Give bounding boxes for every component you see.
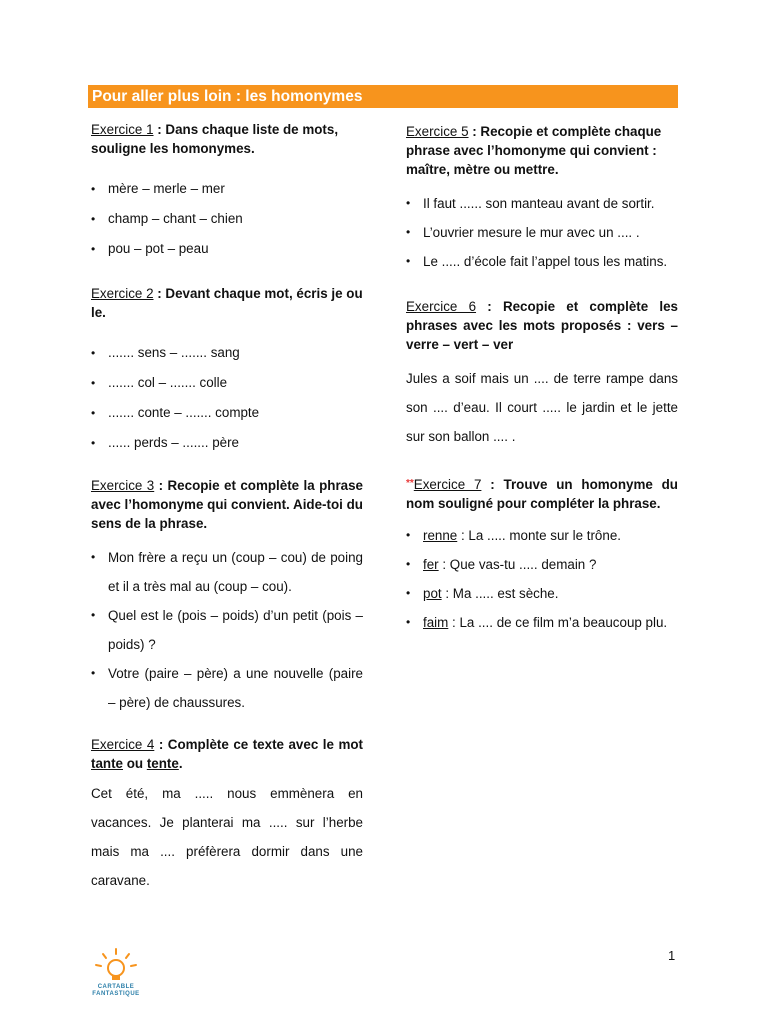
exercise-2-heading: Exercice 2 : Devant chaque mot, écris je ou le. xyxy=(91,286,363,320)
bullet-icon: • xyxy=(91,376,96,390)
bullet-icon: • xyxy=(406,615,411,629)
list-item: • Quel est le (pois – poids) d’un petit (pois – poids) ? xyxy=(91,601,363,659)
exercise-4-heading: Exercice 4 : Complète ce texte avec le mot tante ou tente. xyxy=(91,737,364,771)
list-item: • ....... conte – ....... compte xyxy=(91,398,363,428)
underlined-noun: pot xyxy=(423,586,442,601)
exercise-2-label: Exercice 2 xyxy=(91,286,154,301)
bullet-icon: • xyxy=(91,242,96,256)
exercise-1-instruction: Dans chaque liste de mots, souligne les homonymes. xyxy=(91,122,339,156)
list-item: • Il faut ...... son manteau avant de sortir. xyxy=(406,189,678,218)
exercise-2-instruction: Devant chaque mot, écris je ou le. xyxy=(91,286,363,320)
list-item: • fer : Que vas-tu ..... demain ? xyxy=(406,550,678,579)
bullet-icon: • xyxy=(406,586,411,600)
exercise-7-label: Exercice 7 xyxy=(413,477,482,492)
list-item: • ...... perds – ....... père xyxy=(91,428,363,458)
exercise-1-label: Exercice 1 xyxy=(91,122,154,137)
list-item: • L’ouvrier mesure le mur avec un .... . xyxy=(406,218,678,247)
exercise-1-list xyxy=(91,174,363,264)
bullet-icon: • xyxy=(406,557,411,571)
bullet-icon: • xyxy=(91,406,96,420)
banner-title: Pour aller plus loin : les homonymes xyxy=(92,88,363,105)
list-item: • champ – chant – chien xyxy=(91,204,363,234)
bullet-icon: • xyxy=(91,182,96,196)
list-item: • pot : Ma ..... est sèche. xyxy=(406,579,678,608)
bullet-icon: • xyxy=(91,550,96,564)
exercise-4-label: Exercice 4 xyxy=(91,737,155,752)
underlined-noun: renne xyxy=(423,528,458,543)
logo-wordmark: CARTABLE FANTASTIQUE xyxy=(92,984,140,997)
exercise-1-heading: Exercice 1 : Dans chaque liste de mots, souligne les homonymes. xyxy=(91,122,339,156)
exercise-5-heading: Exercice 5 : Recopie et complète chaque phrase avec l’homonyme qui convient : maître, mètre ou mettre. xyxy=(406,124,662,177)
exercise-3-label: Exercice 3 xyxy=(91,478,155,493)
list-item: • pou – pot – peau xyxy=(91,234,363,264)
list-item: • faim : La .... de ce film m’a beaucoup plu. xyxy=(406,608,678,637)
list-item: • ....... col – ....... colle xyxy=(91,368,363,398)
exercise-6-label: Exercice 6 xyxy=(406,299,477,314)
exercise-2-list xyxy=(91,338,363,458)
exercise-3-heading: Exercice 3 : Recopie et complète la phrase avec l’homonyme qui convient. Aide-toi du sens de la phrase. xyxy=(91,478,364,531)
underlined-noun: faim xyxy=(423,615,449,630)
page-number: 1 xyxy=(668,948,676,963)
exercise-7-heading: **Exercice 7 : Trouve un homonyme du nom souligné pour compléter la phrase. xyxy=(406,477,678,511)
bullet-icon: • xyxy=(91,666,96,680)
exercise-6-instruction: Recopie et complète les phrases avec les mots proposés : vers – verre – vert – ver xyxy=(406,299,679,352)
exercise-7-instruction: Trouve un homonyme du nom souligné pour compléter la phrase. xyxy=(406,477,678,511)
underlined-word-tante: tante xyxy=(91,756,123,771)
exercise-4-text: Cet été, ma ..... nous emmènera en vacances. Je planterai ma ..... sur l’herbe mais ma .... préfèrera dormir dans une caravane. xyxy=(91,786,363,888)
bullet-icon: • xyxy=(91,608,96,622)
exercise-3-list xyxy=(91,543,363,717)
list-item: • renne : La ..... monte sur le trône. xyxy=(406,521,678,550)
bullet-icon: • xyxy=(91,212,96,226)
list-item: • Le ..... d’école fait l’appel tous les matins. xyxy=(406,247,678,276)
underlined-word-tente: tente xyxy=(146,756,179,771)
list-item: • mère – merle – mer xyxy=(91,174,363,204)
exercise-6-text: Jules a soif mais un .... de terre rampe dans son .... d’eau. Il court ..... le jardin et le jette sur son ballon .... . xyxy=(406,371,678,444)
exercise-7-list xyxy=(406,521,678,637)
bullet-icon: • xyxy=(406,196,411,210)
bullet-icon: • xyxy=(406,225,411,239)
exercise-5-instruction: Recopie et complète chaque phrase avec l’homonyme qui convient : maître, mètre ou mettre. xyxy=(406,124,662,177)
right-column xyxy=(406,122,678,637)
exercise-3-instruction: Recopie et complète la phrase avec l’homonyme qui convient. Aide-toi du sens de la phrase. xyxy=(91,478,364,531)
list-item: • Mon frère a reçu un (coup – cou) de poing et il a très mal au (coup – cou). xyxy=(91,543,363,601)
bullet-icon: • xyxy=(91,346,96,360)
difficulty-stars: ** xyxy=(406,478,414,489)
list-item: • ....... sens – ....... sang xyxy=(91,338,363,368)
exercise-5-list xyxy=(406,189,678,276)
exercise-5-label: Exercice 5 xyxy=(406,124,469,139)
bullet-icon: • xyxy=(91,436,96,450)
section-banner xyxy=(88,85,678,108)
left-column xyxy=(91,120,363,895)
bullet-icon: • xyxy=(406,254,411,268)
underlined-noun: fer xyxy=(423,557,439,572)
list-item: • Votre (paire – père) a une nouvelle (paire – père) de chaussures. xyxy=(91,659,363,717)
bullet-icon: • xyxy=(406,528,411,542)
exercise-6-heading: Exercice 6 : Recopie et complète les phrases avec les mots proposés : vers – verre – vert – ver xyxy=(406,299,679,352)
